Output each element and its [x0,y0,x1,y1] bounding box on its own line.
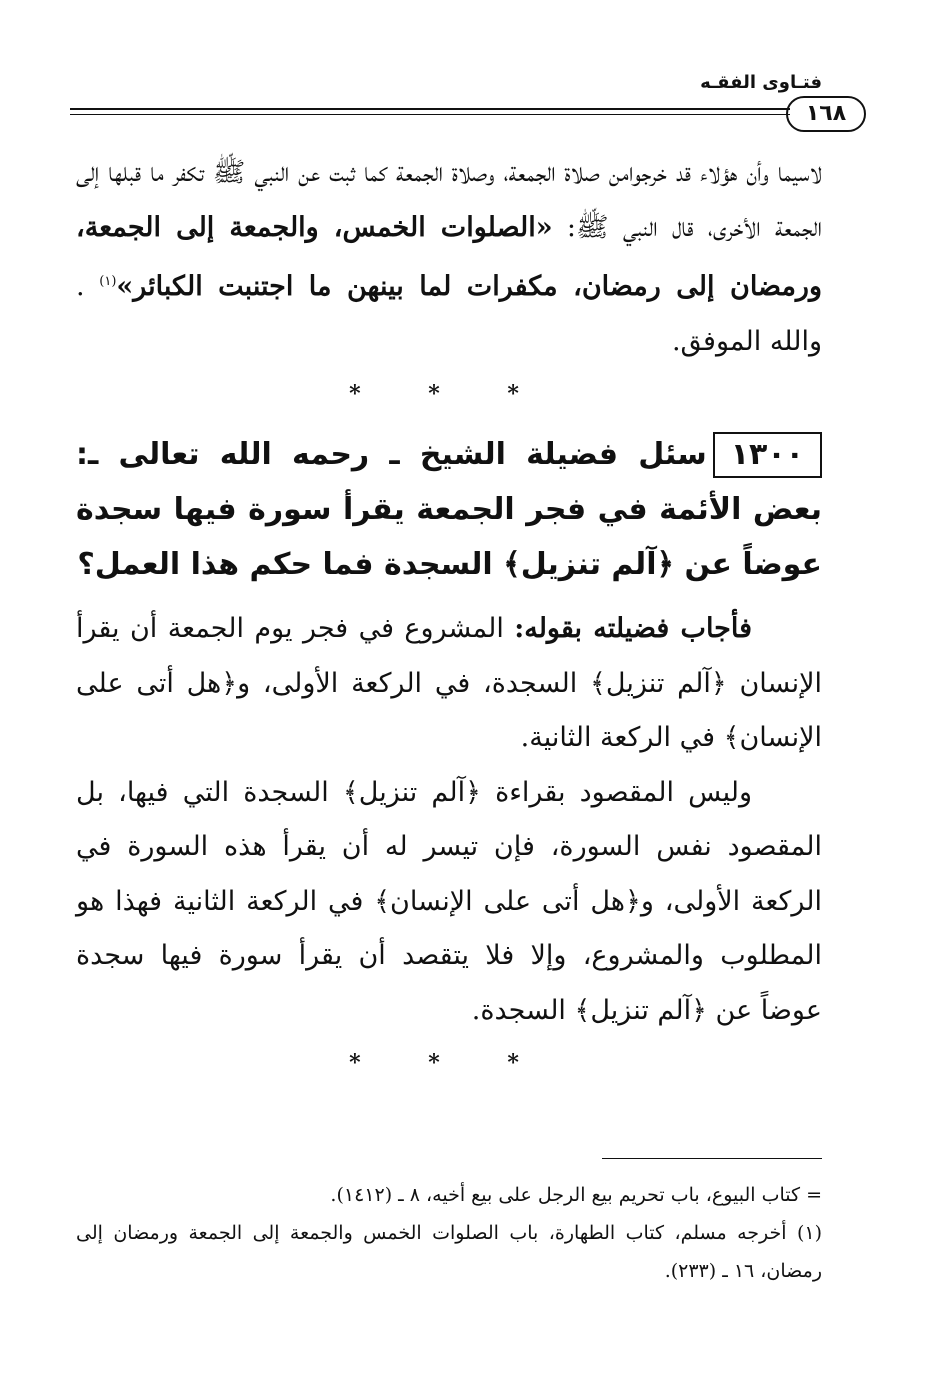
footnotes [76,1176,822,1290]
header-rule [70,108,790,115]
footnote-continued: = كتاب البيوع، باب تحريم بيع الرجل على بيع أخيه، ٨ ـ (١٤١٢). [330,1184,822,1206]
paragraph-1-closing: . والله الموفق. [76,271,822,357]
section-separator-1: * * * [349,381,549,407]
answer-lead: فأجاب فضيلته بقوله: [514,613,752,644]
section-separator-2: * * * [349,1050,549,1076]
question-text: سئل فضيلة الشيخ ـ رحمه الله تعالى ـ: بعض الأئمة في فجر الجمعة يقرأ سورة فيها سجدة عوضاً عن ﴿آلم تنزيل﴾ السجدة فما حكم هذا العمل؟ [76,437,822,582]
question-number: ١٣٠٠ [713,432,822,478]
answer-paragraph [76,602,822,766]
page-body [76,146,822,1088]
footnote-ref-1: (١) [99,274,117,289]
hadith-quote: «الصلوات الخمس، والجمعة إلى الجمعة، ورمضان إلى رمضان، مكفرات لما بينهن ما اجتنبت الكبائر» [76,211,822,302]
running-header-title: فتـاوى الفقـه [700,72,822,93]
paragraph-3: وليس المقصود بقراءة ﴿آلم تنزيل﴾ السجدة التي فيها، بل المقصود نفس السورة، فإن تيسر له أن يقرأ هذه السورة في الركعة الأولى، و﴿هل أتى على الإنسان﴾ في الركعة الثانية فهذا هو المطلوب والمشروع، وإلا فلا يتقصد أن يقرأ سورة فيها سجدة عوضاً عن ﴿آلم تنزيل﴾ السجدة. [76,776,822,1026]
paragraph-1 [76,146,822,369]
footnote-divider [602,1158,822,1159]
footnote-1: (١) أخرجه مسلم، كتاب الطهارة، باب الصلوات الخمس والجمعة إلى الجمعة ورمضان إلى رمضان، ١٦ ـ (٢٣٣). [76,1222,822,1282]
answer-text: المشروع في فجر يوم الجمعة أن يقرأ الإنسان ﴿آلم تنزيل﴾ السجدة، في الركعة الأولى، و﴿هل أتى على الإنسان﴾ في الركعة الثانية. [76,613,822,753]
page-number: ١٦٨ [786,96,866,132]
paragraph-1-text: لاسيما وأن هؤلاء قد خرجوامن صلاة الجمعة، وصلاة الجمعة كما ثبت عن النبي ﷺ تكفر ما قبلها إلى الجمعة الأخرى، قال النبي ﷺ: [76,157,822,243]
question-block [76,427,822,592]
